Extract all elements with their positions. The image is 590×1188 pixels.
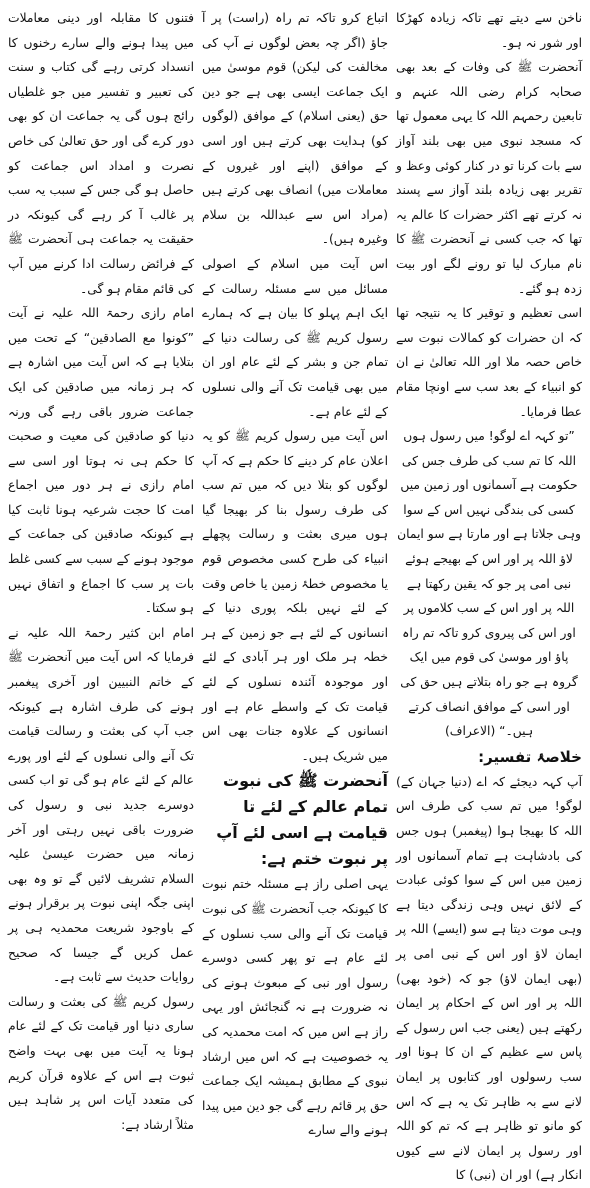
paragraph: امام ابن کثیر رحمۃ اللہ علیہ نے فرمایا کہ اس آیت میں آنحضرت ﷺ کے خاتم النبیین اور آخری پیغمبر ہونے کی طرف اشارہ ہے کیونکہ جب آپ کی بعثت و رسالت قیامت تک آنے والی نسلوں کے لئے اور پورے عالم کے لئے عام ہو گی تو اب کسی دوسرے جدید نبی و رسول کی ضرورت باقی نہیں رہتی اور آخر زمانہ میں حضرت عیسیٰ علیہ السلام تشریف لائیں گے تو وہ بھی اپنی جگہ اپنی نبوت پر برقرار ہونے کے باوجود شریعت محمدیہ ہی پر عمل کریں گے جیسا کہ صحیح روایات حدیث سے ثابت ہے۔ [8, 625, 194, 985]
middle-column [202, 6, 388, 1138]
paragraph: فتنوں کا مقابلہ اور دینی معاملات میں پیدا ہونے والے سارے رخنوں کا انسداد کرتی رہے گی کتاب و سنت کی تعبیر و تفسیر میں جو غلطیاں رائج ہوں گی یہ جماعت ان کو بھی دور کرے گی اور حق تعالیٰ کی خاص نصرت و امداد اس جماعت کو حاصل ہو گی جس کے سبب یہ سب پر غالب آ کر رہے گی کیونکہ در حقیقت یہ جماعت ہی آنحضرت ﷺ کے فرائض رسالت ادا کرنے میں آپ کی قائم مقام ہو گی۔ [8, 11, 194, 296]
paragraph: اس آیت میں رسول کریم ﷺ کو یہ اعلان عام کر دینے کا حکم ہے کہ آپ لوگوں کو بتلا دیں کہ میں تم سب کی طرف رسول بنا کر بھیجا گیا ہوں میری بعثت و رسالت پچھلے انبیاء کی طرح کسی مخصوص قوم یا مخصوص خطۂ زمین یا خاص وقت کے لئے نہیں بلکہ پوری دنیا کے انسانوں کے لئے ہے جو زمین کے ہر خطہ ہر ملک اور ہر آبادی کے لئے اور موجودہ آئندہ نسلوں کے لئے قیامت تک کے واسطے عام ہے اور انسانوں کے علاوہ جنات بھی اس میں شریک ہیں۔ [202, 429, 388, 763]
paragraph: رسول کریم ﷺ کی بعثت و رسالت ساری دنیا اور قیامت تک کے لئے عام ہونا یہ آیت میں بھی بہت واضح ثبوت ہے اس کے علاوہ قرآن کریم کی متعدد آیات اس پر شاہد ہیں مثلاً ارشاد ہے: [8, 994, 194, 1132]
paragraph: یہی اصلی راز ہے مسئلہ ختم نبوت کا کیونکہ جب آنحضرت ﷺ کی نبوت قیامت تک آنے والی سب نسلوں کے لئے عام ہے تو پھر کسی دوسرے رسول اور نبی کے مبعوث ہونے کی نہ ضرورت ہے نہ گنجائش اور یہی راز ہے اس میں کہ امت محمدیہ کی یہ خصوصیت ہے کہ اس میں ارشاد نبوی کے مطابق ہمیشہ ایک جماعت حق پر قائم رہے گی جو دین میں پیدا ہونے والے سارے [202, 877, 388, 1138]
paragraph: اس آیت میں اسلام کے اصولی مسائل میں سے مسئلہ رسالت کے ایک اہم پہلو کا بیان ہے کہ ہمارے رسول کریم ﷺ کی رسالت دنیا کے تمام جن و بشر کے لئے عام اور ان میں بھی قیامت تک آنے والی نسلوں کے لئے عام ہے۔ [202, 256, 388, 419]
verse-translation: ”تو کہہ اے لوگو! میں رسول ہوں اللہ کا تم سب کی طرف جس کی حکومت ہے آسمانوں اور زمین میں کسی کی بندگی نہیں اس کے سوا وہی جلاتا ہے اور مارتا ہے سو ایمان لاؤ اللہ پر اور اس کے بھیجے ہوئے نبی امی پر جو کہ یقین رکھتا ہے اللہ پر اور اس کے سب کلاموں پر اور اس کی پیروی کرو تاکہ تم راہ پاؤ اور موسیٰ کی قوم میں ایک گروہ ہے جو راہ بتلاتے ہیں حق کی اور اسی کے موافق انصاف کرتے ہیں۔“ (الاعراف) [397, 429, 581, 739]
left-column [8, 6, 194, 1132]
right-column [396, 6, 582, 1183]
section-heading: آنحضرت ﷺ کی نبوت تمام عالم کے لئے تا قیامت ہے اسی لئے آپ پر نبوت ختم ہے: [216, 771, 388, 869]
paragraph: اسی تعظیم و توقیر کا یہ نتیجہ تھا کہ ان حضرات کو کمالات نبوت سے خاص حصہ ملا اور اللہ تعالیٰ نے ان کو انبیاء کے بعد سب سے اونچا مقام عطا فرمایا۔ [396, 306, 582, 419]
paragraph: ناخن سے دیتے تھے تاکہ زیادہ کھڑکا اور شور نہ ہو۔ [396, 11, 582, 50]
paragraph: آپ کہہ دیجئے کہ اے (دنیا جہان کے) لوگو! میں تم سب کی طرف اس اللہ کا بھیجا ہوا (پیغمبر) ہوں جس کی بادشاہت ہے تمام آسمانوں اور زمین میں اس کے سوا کوئی عبادت کے لائق نہیں وہی زندگی دیتا ہے وہی موت دیتا ہے سو (ایسے) اللہ پر ایمان لاؤ اور اس کے نبی امی پر (بھی ایمان لاؤ) جو کہ (خود بھی) اللہ پر اور اس کے احکام پر ایمان رکھتے ہیں (یعنی جب اس رسول کے پاس سے عظیم کے ان کا ہونا اور سب رسولوں اور کتابوں پر ایمان لانے سے بہ ظاہر تک یہ ہے کہ اس کو مانو تو ظاہر ہے کہ تم کو اللہ اور رسول پر ایمان لانے سے کیوں انکار ہے) اور ان (نبی) کا [396, 774, 582, 1183]
paragraph: اتباع کرو تاکہ تم راہ (راست) پر آ جاؤ (اگر چہ بعض لوگوں نے آپ کی مخالفت کی لیکن) قوم موسیٰ میں ایک جماعت ایسی بھی ہے جو دین حق (یعنی اسلام) کے موافق (لوگوں کو) ہدایت بھی کرتے ہیں اور اسی کے موافق (اپنے اور غیروں کے معاملات میں) انصاف بھی کرتے ہیں (مراد اس سے عبداللہ بن سلام وغیرہ ہیں)۔ [202, 11, 388, 247]
paragraph: امام رازی رحمۃ اللہ علیہ نے آیت ”کونوا مع الصادقین“ کے تحت میں بتلایا ہے کہ اس آیت میں اشارہ ہے کہ ہر زمانہ میں صادقین کی ایک جماعت ضرور باقی رہے گی ورنہ دنیا کو صادقین کی معیت و صحبت کا حکم ہی نہ ہوتا اور اسی سے امام رازی نے ہر دور میں اجماع امت کا حجت شرعیہ ہونا ثابت کیا ہے کیونکہ صادقین کی جماعت کے موجود ہونے کے سبب سے کسی غلط بات پر سب کا اجماع و اتفاق نہیں ہو سکتا۔ [8, 306, 194, 616]
paragraph: آنحضرت ﷺ کی وفات کے بعد بھی صحابہ کرام رضی اللہ عنہم و تابعین رحمہم اللہ کا یہی معمول تھا کہ مسجد نبوی میں بھی بلند آواز سے بات کرنا تو در کنار کوئی وعظ و تقریر بھی زیادہ بلند آواز سے پسند نہ کرتے تھے اکثر حضرات کا عالم یہ تھا کہ جب کسی نے آنحضرت ﷺ کا نام مبارک لیا تو رونے لگے اور بیت زدہ ہو گئے۔ [396, 60, 582, 296]
section-heading: خلاصۂ تفسیر: [478, 747, 582, 766]
